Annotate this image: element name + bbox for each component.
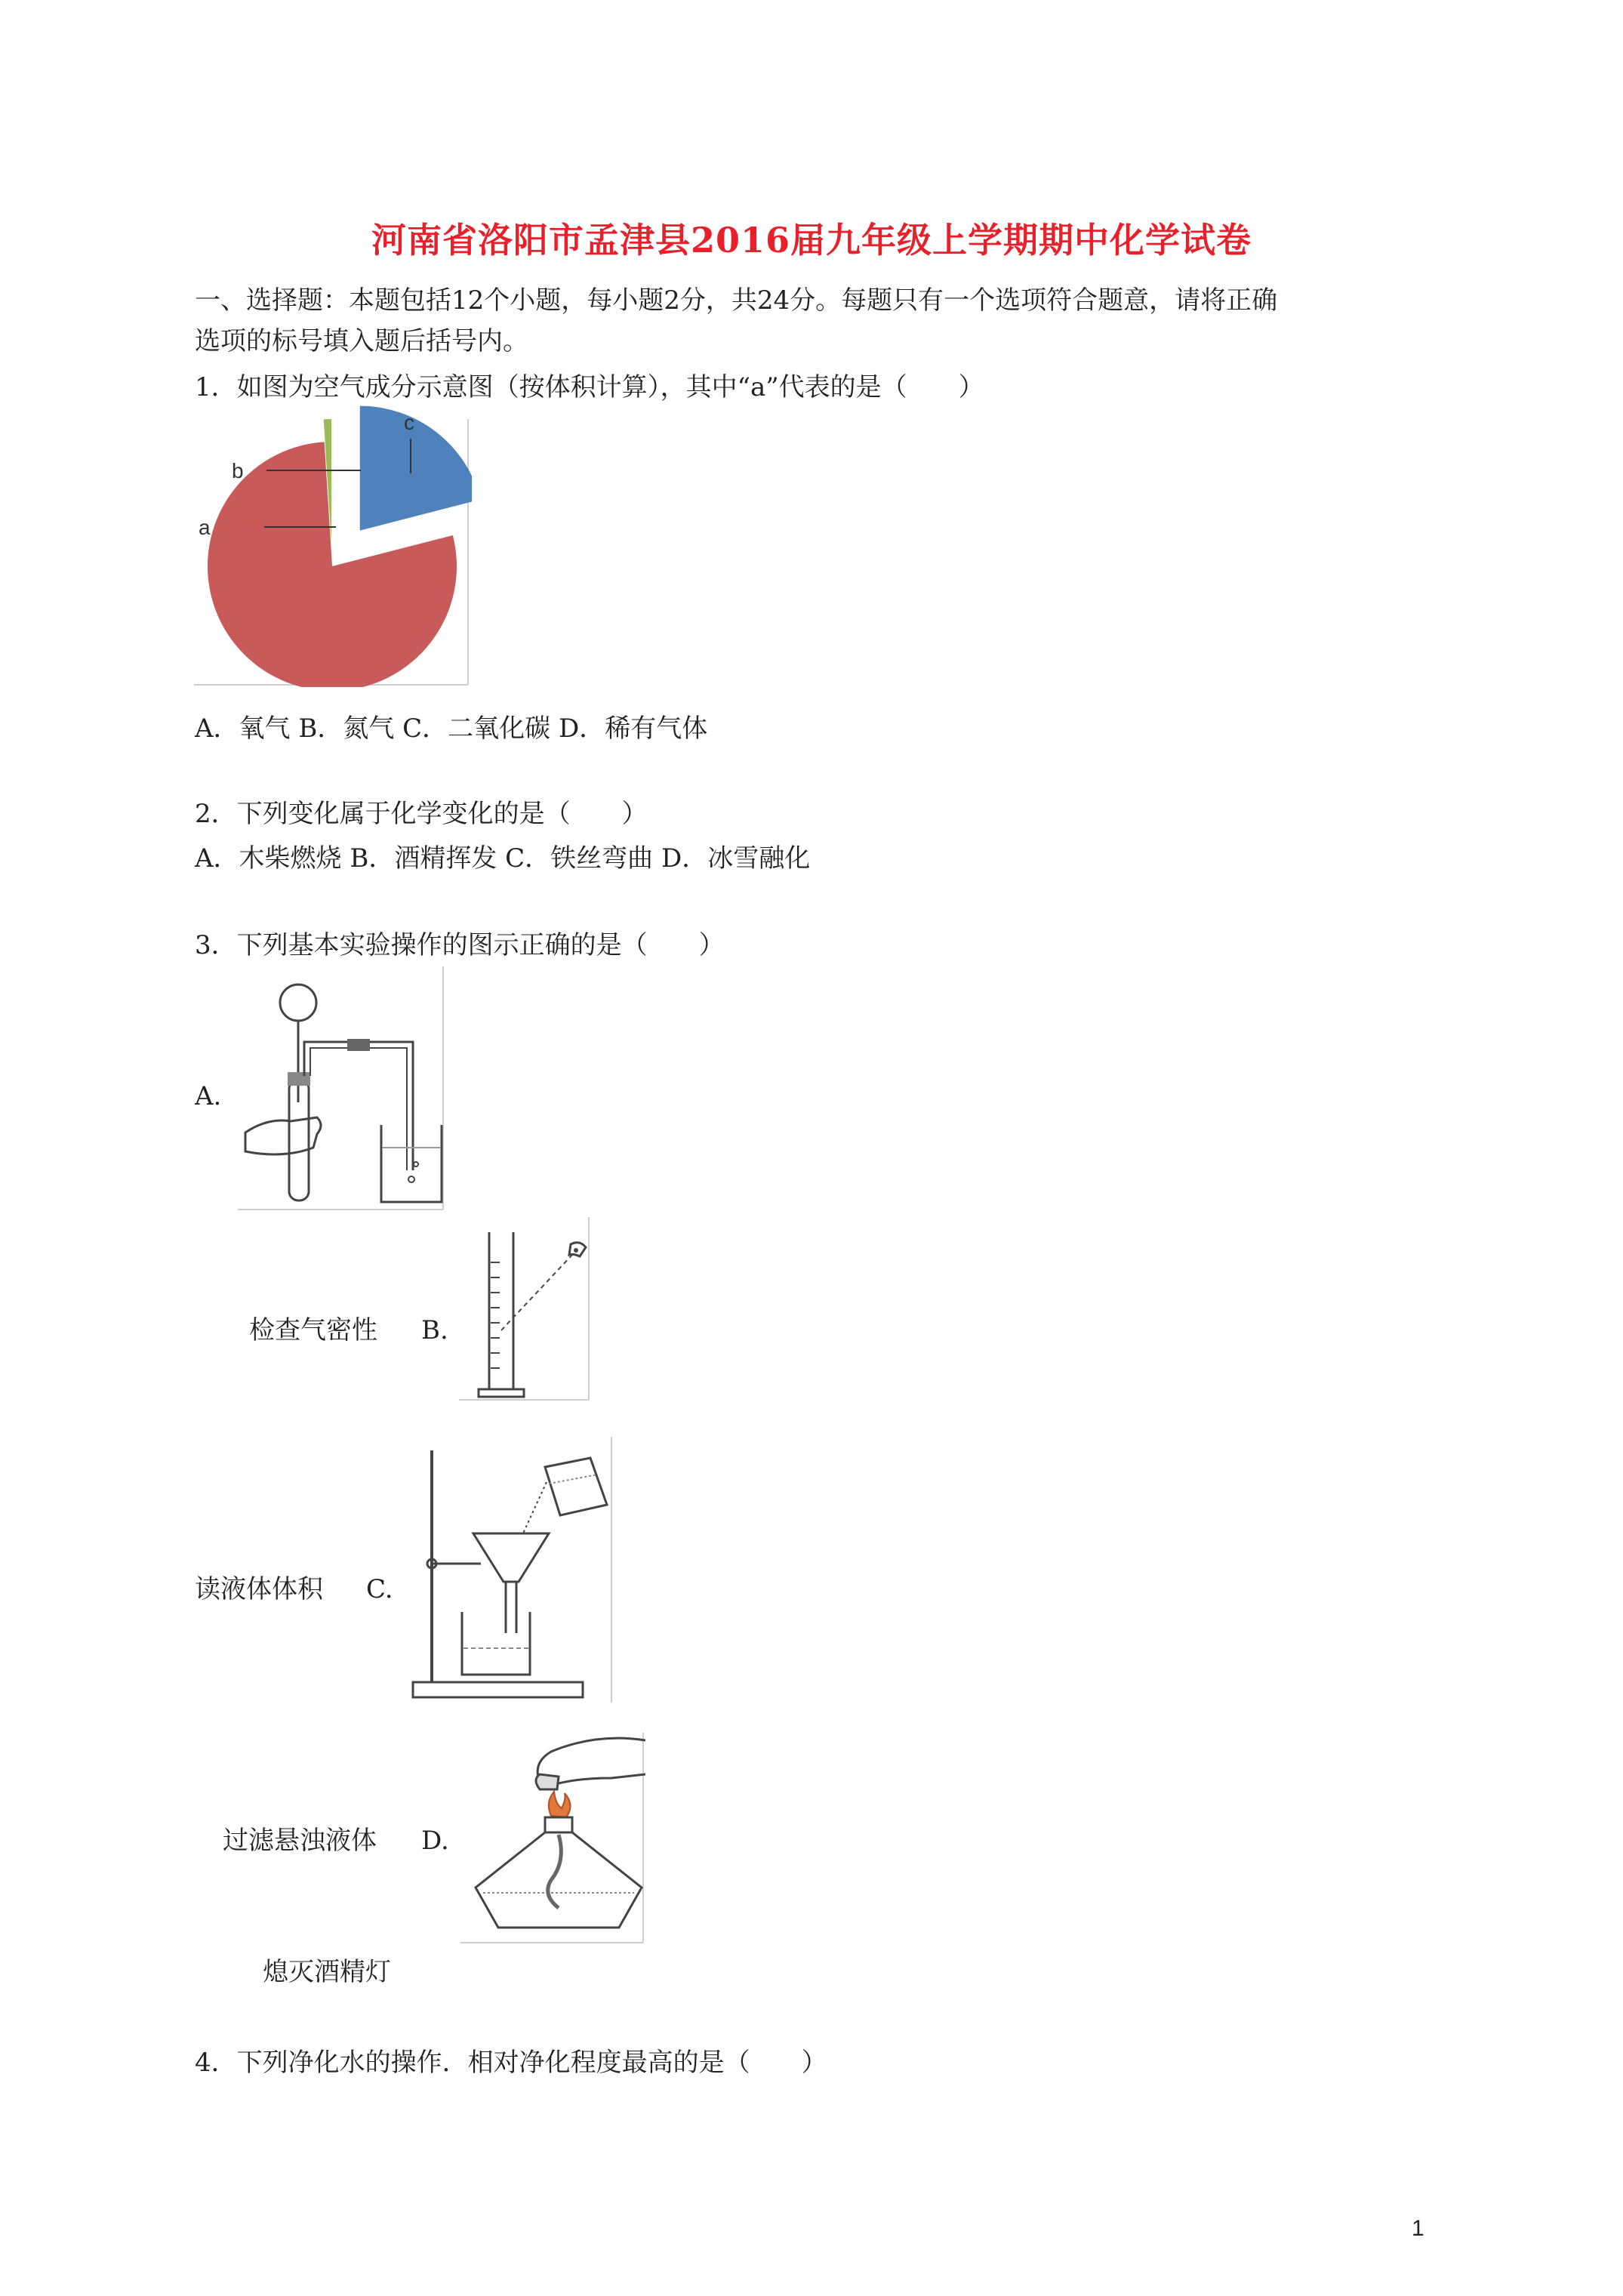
q1-stem: 1．如图为空气成分示意图（按体积计算），其中“a”代表的是（ ） (195, 372, 984, 402)
filtration-illustration (409, 1437, 613, 1705)
q4-stem: 4．下列净化水的操作．相对净化程度最高的是（ ） (195, 2048, 827, 2078)
page-number: 1 (1412, 2216, 1424, 2241)
q3-stem: 3．下列基本实验操作的图示正确的是（ ） (195, 930, 725, 960)
pie-label-c: c (404, 411, 414, 434)
section-heading-line2: 选项的标号填入题后括号内。 (195, 326, 528, 356)
airtightness-check-illustration (238, 966, 445, 1212)
page-title: 河南省洛阳市孟津县2016届九年级上学期期中化学试卷 (371, 220, 1252, 260)
q2-stem: 2．下列变化属于化学变化的是（ ） (195, 799, 648, 829)
graduated-cylinder-illustration (459, 1217, 591, 1402)
q3-option-a-letter: A. (195, 1081, 222, 1111)
pie-chart (192, 404, 472, 687)
pie-slice-c (360, 406, 472, 531)
pie-label-a: a (199, 516, 211, 539)
q3-option-a-caption: 检查气密性 (249, 1315, 377, 1345)
q3-option-c-caption: 过滤悬浊液体 (223, 1826, 377, 1856)
q3-option-b-letter: B. (421, 1315, 448, 1345)
pie-label-b: b (232, 459, 244, 482)
alcohol-lamp-illustration (460, 1733, 645, 1946)
air-composition-pie-figure (192, 404, 472, 687)
q2-options: A．木柴燃烧 B．酒精挥发 C．铁丝弯曲 D．冰雪融化 (195, 843, 811, 874)
q3-option-d-caption: 熄灭酒精灯 (263, 1957, 391, 1987)
q3-option-c-letter: C. (366, 1574, 393, 1604)
section-heading-line1: 一、选择题：本题包括12个小题，每小题2分，共24分。每题只有一个选项符合题意，请将正确 (195, 285, 1278, 316)
q3-option-b-caption: 读液体体积 (195, 1574, 323, 1604)
q1-options: A．氧气 B．氮气 C．二氧化碳 D．稀有气体 (195, 713, 708, 744)
q3-option-d-letter: D. (421, 1826, 449, 1856)
